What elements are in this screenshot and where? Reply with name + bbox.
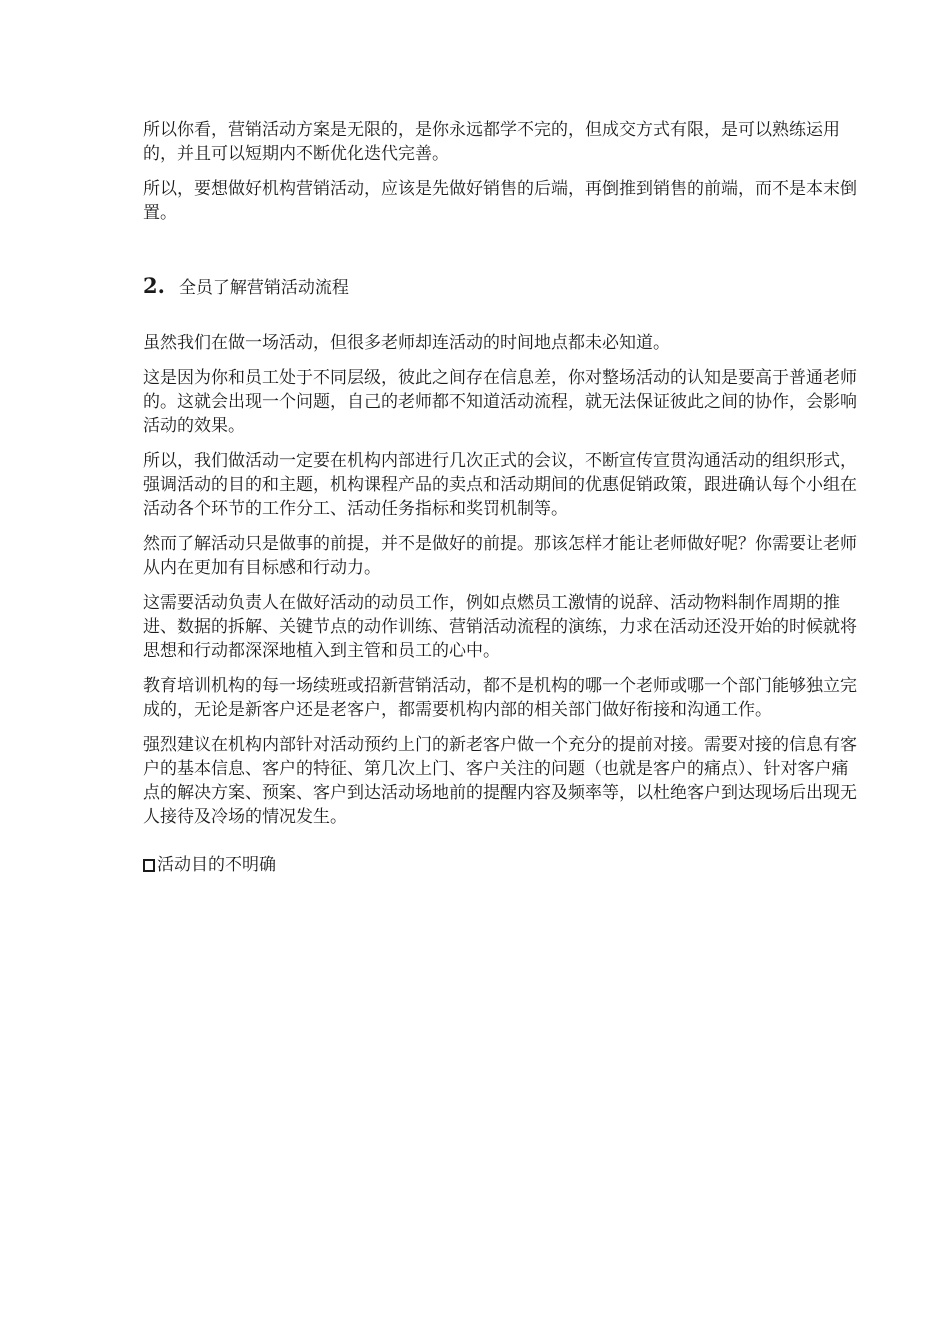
section-number: 2.	[143, 273, 165, 298]
section-title: 全员了解营销活动流程	[178, 278, 349, 298]
intro-paragraph-2: 所以，要想做好机构营销活动，应该是先做好销售的后端，再倒推到销售的前端，而不是本末倒置。	[143, 179, 857, 223]
checkbox-icon	[143, 859, 155, 872]
body-paragraph-4: 然而了解活动只是做事的前提，并不是做好的前提。那该怎样才能让老师做好呢？你需要让老师从内在更加有目标感和行动力。	[143, 534, 857, 578]
body-paragraph-7: 强烈建议在机构内部针对活动预约上门的新老客户做一个充分的提前对接。需要对接的信息有客户的基本信息、客户的特征、第几次上门、客户关注的问题（也就是客户的痛点）、针对客户痛点的解决方案、预案、客户到达活动场地前的提醒内容及频率等，以杜绝客户到达现场后出现无人接待及冷场的情况发生。	[143, 735, 857, 827]
section-heading	[143, 273, 863, 301]
checklist-item-label: 活动目的不明确	[157, 855, 276, 875]
body-paragraph-3: 所以，我们做活动一定要在机构内部进行几次正式的会议，不断宣传宣贯沟通活动的组织形式，强调活动的目的和主题，机构课程产品的卖点和活动期间的优惠促销政策，跟进确认每个小组在活动各个环节的工作分工、活动任务指标和奖罚机制等。	[143, 451, 857, 519]
body-paragraph-2: 这是因为你和员工处于不同层级，彼此之间存在信息差，你对整场活动的认知是要高于普通老师的。这就会出现一个问题，自己的老师都不知道活动流程，就无法保证彼此之间的协作，会影响活动的效果。	[143, 368, 857, 436]
intro-paragraph-1: 所以你看，营销活动方案是无限的，是你永远都学不完的，但成交方式有限，是可以熟练运用的，并且可以短期内不断优化迭代完善。	[143, 120, 840, 164]
document-page	[143, 118, 863, 877]
body-paragraph-1: 虽然我们在做一场活动，但很多老师却连活动的时间地点都未必知道。	[143, 333, 670, 353]
body-paragraph-5: 这需要活动负责人在做好活动的动员工作，例如点燃员工激情的说辞、活动物料制作周期的推进、数据的拆解、关键节点的动作训练、营销活动流程的演练，力求在活动还没开始的时候就将思想和行动都深深地植入到主管和员工的心中。	[143, 593, 857, 661]
checklist-item	[143, 853, 863, 877]
body-paragraph-6: 教育培训机构的每一场续班或招新营销活动，都不是机构的哪一个老师或哪一个部门能够独立完成的，无论是新客户还是老客户，都需要机构内部的相关部门做好衔接和沟通工作。	[143, 676, 857, 720]
